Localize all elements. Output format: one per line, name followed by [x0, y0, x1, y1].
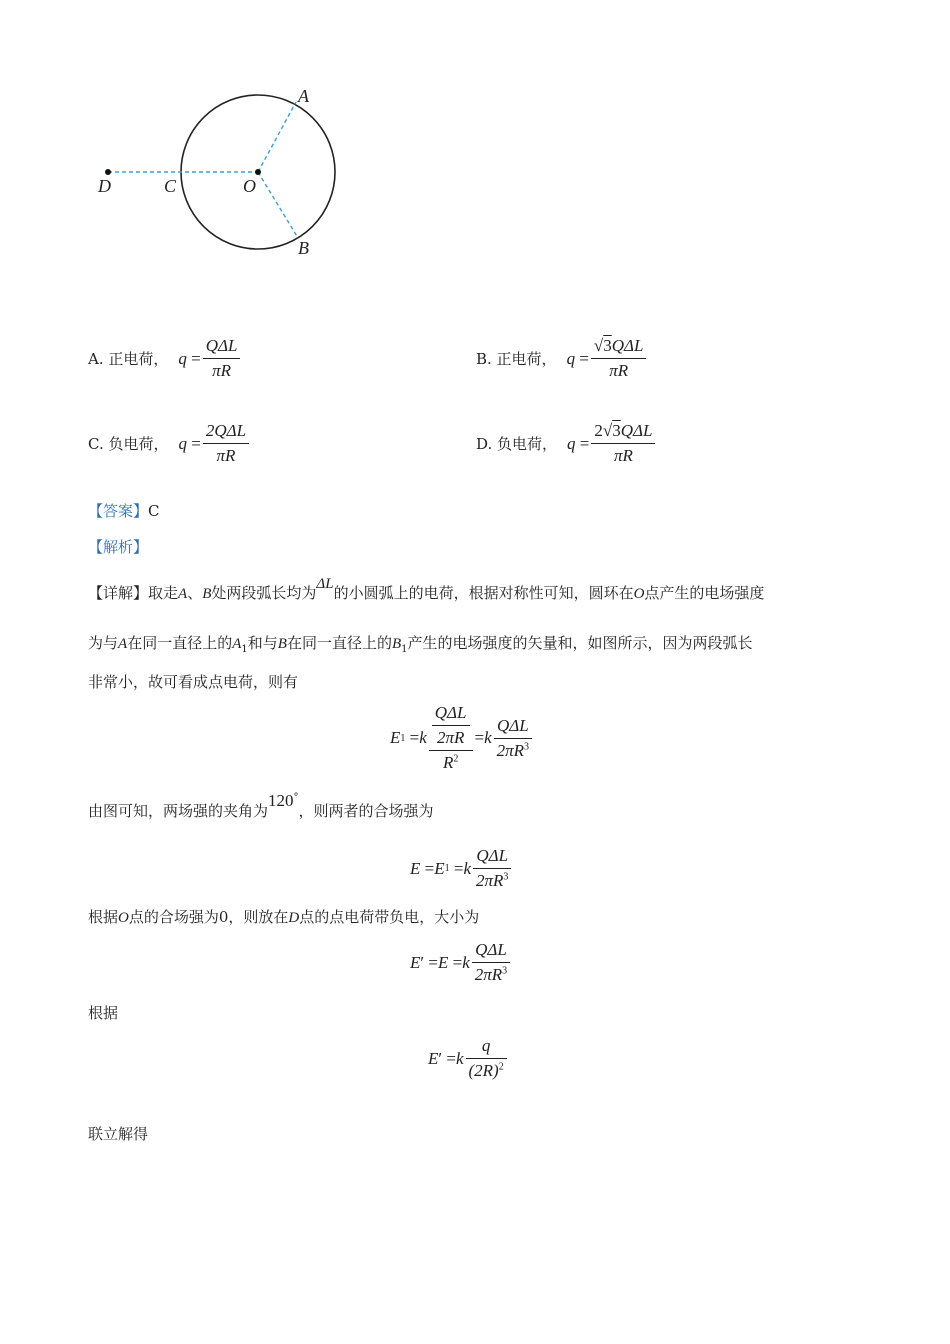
equation-1-compound-fraction: $\frac{\frac{\text{QΔL}}{2\pi R}}{R^2}$ — [429, 703, 473, 773]
dashed-line-OB — [258, 172, 298, 238]
option-c-fraction: $\frac{\text{2QΔL}}{\pi R}$ — [203, 421, 249, 466]
option-a-label: A. 正电荷， — [88, 350, 169, 368]
option-d-label: D. 负电荷， — [476, 435, 558, 453]
equation-2: E = E 1 = k $\frac{\text{QΔL}}{2\pi R^3}$ — [410, 846, 513, 891]
label-A: A — [298, 86, 309, 106]
option-a-lhs: q — [178, 348, 187, 368]
option-b-lhs: q — [566, 348, 576, 368]
equation-4: E ′ = k $\frac{q}{(2R)^2}$ — [428, 1036, 509, 1081]
option-c: C. 负电荷， q = $\frac{\text{2QΔL}}{\pi R}$ — [88, 421, 251, 466]
option-d: D. 负电荷， q = $\frac{\text{2√3QΔL}}{\pi R}$ — [476, 421, 657, 466]
dashed-line-OA — [258, 102, 296, 172]
option-d-fraction: $\frac{\text{2√3QΔL}}{\pi R}$ — [591, 421, 655, 466]
label-D: D — [98, 176, 111, 196]
detail-line-3: 非常小，故可看成点电荷，则有 — [88, 673, 299, 691]
label-O: O — [243, 176, 256, 196]
point-D — [105, 169, 111, 175]
option-c-lhs: q — [178, 433, 187, 453]
answer-line — [88, 500, 160, 521]
label-C: C — [164, 176, 177, 196]
detail-line-1: 【详解】取走A、B处两段弧长均为ΔL的小圆弧上的电荷，根据对称性可知，圆环在O点产生的电场强度 — [88, 576, 765, 602]
option-a-fraction: $\frac{\text{QΔL}}{\pi R}$ — [203, 336, 241, 381]
basis-line: 根据 — [88, 1004, 119, 1022]
answer-value: C — [148, 502, 160, 520]
option-d-lhs: q — [567, 433, 576, 453]
equation-3: E ′ = E = k $\frac{\text{QΔL}}{2\pi R^3}$ — [410, 940, 512, 985]
circle-figure — [80, 80, 360, 270]
option-a: A. 正电荷， q = $\frac{\text{QΔL}}{\pi R}$ — [88, 336, 242, 381]
detail-line-2: 为与A在同一直径上的$A_1$和与B在同一直径上的$B_1$产生的电场强度的矢量和，如图所示，因为两段弧长 — [88, 634, 753, 655]
delta-l-symbol: ΔL — [316, 576, 334, 592]
angle-line: 由图可知，两场强的夹角为120°，则两者的合场强为 — [88, 791, 434, 820]
answer-tag: 【答案】 — [88, 502, 149, 520]
analysis-tag: 【解析】 — [88, 538, 149, 556]
option-c-label: C. 负电荷， — [88, 435, 169, 453]
equation-1: E 1 = k $\frac{\frac{\text{QΔL}}{2\pi R}}{R^2}$ = k $\frac{\text{QΔL}}{2\pi R^3}$ — [390, 703, 534, 773]
option-b-fraction: $\frac{\text{√3QΔL}}{\pi R}$ — [591, 336, 647, 381]
point-O — [255, 169, 261, 175]
label-B: B — [298, 238, 309, 258]
o-point-line: 根据O点的合场强为0，则放在D点的点电荷带负电，大小为 — [88, 908, 480, 926]
option-b-label: B. 正电荷， — [476, 350, 557, 368]
solve-line: 联立解得 — [88, 1125, 149, 1143]
option-b: B. 正电荷， q = $\frac{\text{√3QΔL}}{\pi R}$ — [476, 336, 648, 381]
